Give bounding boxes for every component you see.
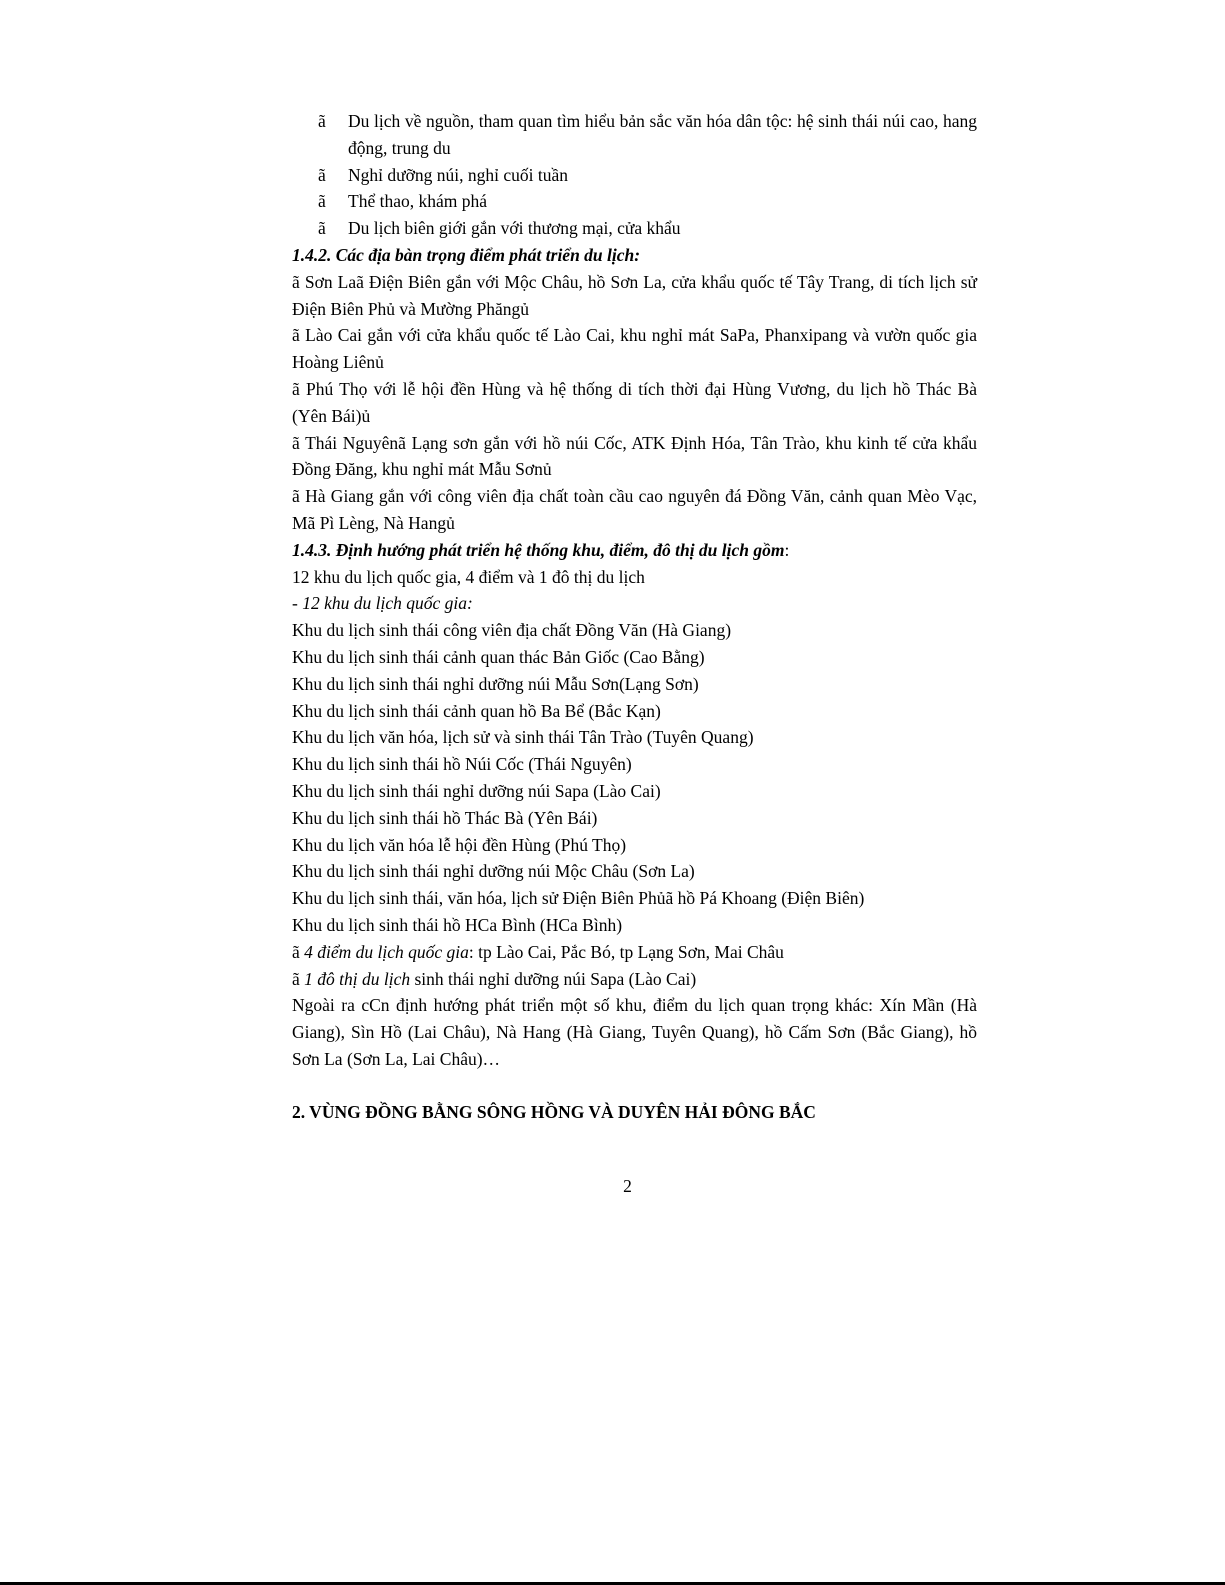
zone-item: Khu du lịch sinh thái công viên địa chất Đồng Văn (Hà Giang) [292, 620, 732, 641]
bullet-icon: ã [318, 191, 326, 212]
points-label: 4 điểm du lịch quốc gia [304, 941, 469, 962]
list-item [292, 108, 977, 162]
urban-prefix: ã [292, 968, 305, 989]
zones-summary: 12 khu du lịch quốc gia, 4 điểm và 1 đô thị du lịch [292, 566, 645, 587]
zone-item: Khu du lịch văn hóa, lịch sử và sinh thái Tân Trào (Tuyên Quang) [292, 727, 754, 748]
national-points-line [292, 939, 977, 966]
section-143-heading-colon: : [784, 539, 790, 560]
zone-item: Khu du lịch sinh thái hồ Thác Bà (Yên Bái) [292, 807, 598, 828]
zone-item: Khu du lịch sinh thái nghỉ dưỡng núi Mộc Châu (Sơn La) [292, 861, 695, 882]
section-142-heading: 1.4.2. Các địa bàn trọng điểm phát triển du lịch: [292, 244, 641, 265]
urban-area-line [292, 966, 977, 993]
list-item [292, 162, 977, 189]
zone-item: Khu du lịch sinh thái nghỉ dưỡng núi Mẫu Sơn(Lạng Sơn) [292, 673, 699, 694]
zone-item: Khu du lịch sinh thái hồ Núi Cốc (Thái Nguyên) [292, 754, 632, 775]
urban-label: 1 đô thị du lịch [304, 968, 411, 989]
zone-item: Khu du lịch sinh thái cảnh quan thác Bản Giốc (Cao Bằng) [292, 646, 705, 667]
zone-item: Khu du lịch sinh thái nghỉ dưỡng núi Sapa (Lào Cai) [292, 780, 661, 801]
key-area-paragraph: ã Phú Thọ với lễ hội đền Hùng và hệ thống di tích thời đại Hùng Vương, du lịch hồ Thác Bà (Yên Bái)ủ [292, 378, 977, 426]
section-143-heading-text: 1.4.3. Định hướng phát triển hệ thống khu, điểm, đô thị du lịch gồm [292, 539, 785, 560]
zone-item: Khu du lịch sinh thái hồ HCa Bình (HCa Bình) [292, 914, 623, 935]
key-area-paragraph: ã Hà Giang gắn với công viên địa chất toàn cầu cao nguyên đá Đồng Văn, cảnh quan Mèo Vạc, Mã Pì Lèng, Nà Hangủ [292, 486, 977, 533]
list-item [292, 215, 977, 242]
list-item-text: Du lịch biên giới gắn với thương mại, cửa khẩu [348, 218, 681, 239]
list-item-text: Nghỉ dưỡng núi, nghỉ cuối tuần [348, 164, 568, 185]
key-area-paragraph: ã Thái Nguyênã Lạng sơn gắn với hồ núi Cốc, ATK Định Hóa, Tân Trào, khu kinh tế cửa khẩu Đồng Đăng, khu nghỉ mát Mẫu Sơnủ [292, 432, 977, 480]
section-143-heading [292, 537, 977, 564]
points-prefix: ã [292, 941, 305, 962]
national-zone-list [292, 617, 977, 939]
list-item-text: Thể thao, khám phá [348, 191, 487, 212]
bullet-icon: ã [318, 218, 326, 239]
list-item [292, 188, 977, 215]
other-areas-paragraph: Ngoài ra cCn định hướng phát triển một số khu, điểm du lịch quan trọng khác: Xín Mần (Hà Giang), Sìn Hồ (Lai Châu), Nà Hang (Hà Giang, Tuyên Quang), hồ Cấm Sơn (Bắc Giang), hồ Sơn La (Sơn La, Lai Châu)… [292, 995, 977, 1069]
bullet-icon: ã [318, 111, 326, 131]
list-item-text: Du lịch về nguồn, tham quan tìm hiểu bản sắc văn hóa dân tộc: hệ sinh thái núi cao, hang động, trung du [348, 111, 977, 158]
zones-subheading: - 12 khu du lịch quốc gia: [292, 593, 473, 614]
document-body [292, 108, 977, 1125]
section-2-title: 2. VÙNG ĐỒNG BẰNG SÔNG HỒNG VÀ DUYÊN HẢI ĐÔNG BẮC [292, 1101, 816, 1122]
key-area-paragraph: ã Sơn Laã Điện Biên gắn với Mộc Châu, hồ Sơn La, cửa khẩu quốc tế Tây Trang, di tích lịch sử Điện Biên Phủ và Mường Phăngủ [292, 271, 977, 319]
page-number: 2 [623, 1176, 632, 1196]
urban-text: sinh thái nghỉ dưỡng núi Sapa (Lào Cai) [410, 968, 697, 989]
zone-item: Khu du lịch sinh thái, văn hóa, lịch sử Điện Biên Phủã hồ Pá Khoang (Điện Biên) [292, 888, 865, 909]
zone-item: Khu du lịch sinh thái cảnh quan hồ Ba Bể (Bắc Kạn) [292, 700, 661, 721]
bullet-icon: ã [318, 164, 326, 185]
points-text: : tp Lào Cai, Pắc Bó, tp Lạng Sơn, Mai Châu [468, 941, 784, 962]
zone-item: Khu du lịch văn hóa lễ hội đền Hùng (Phú Thọ) [292, 834, 627, 855]
tour-type-list [292, 108, 977, 242]
key-area-paragraph: ã Lào Cai gắn với cửa khẩu quốc tế Lào Cai, khu nghỉ mát SaPa, Phanxipang và vườn quốc gia Hoàng Liênủ [292, 325, 977, 373]
